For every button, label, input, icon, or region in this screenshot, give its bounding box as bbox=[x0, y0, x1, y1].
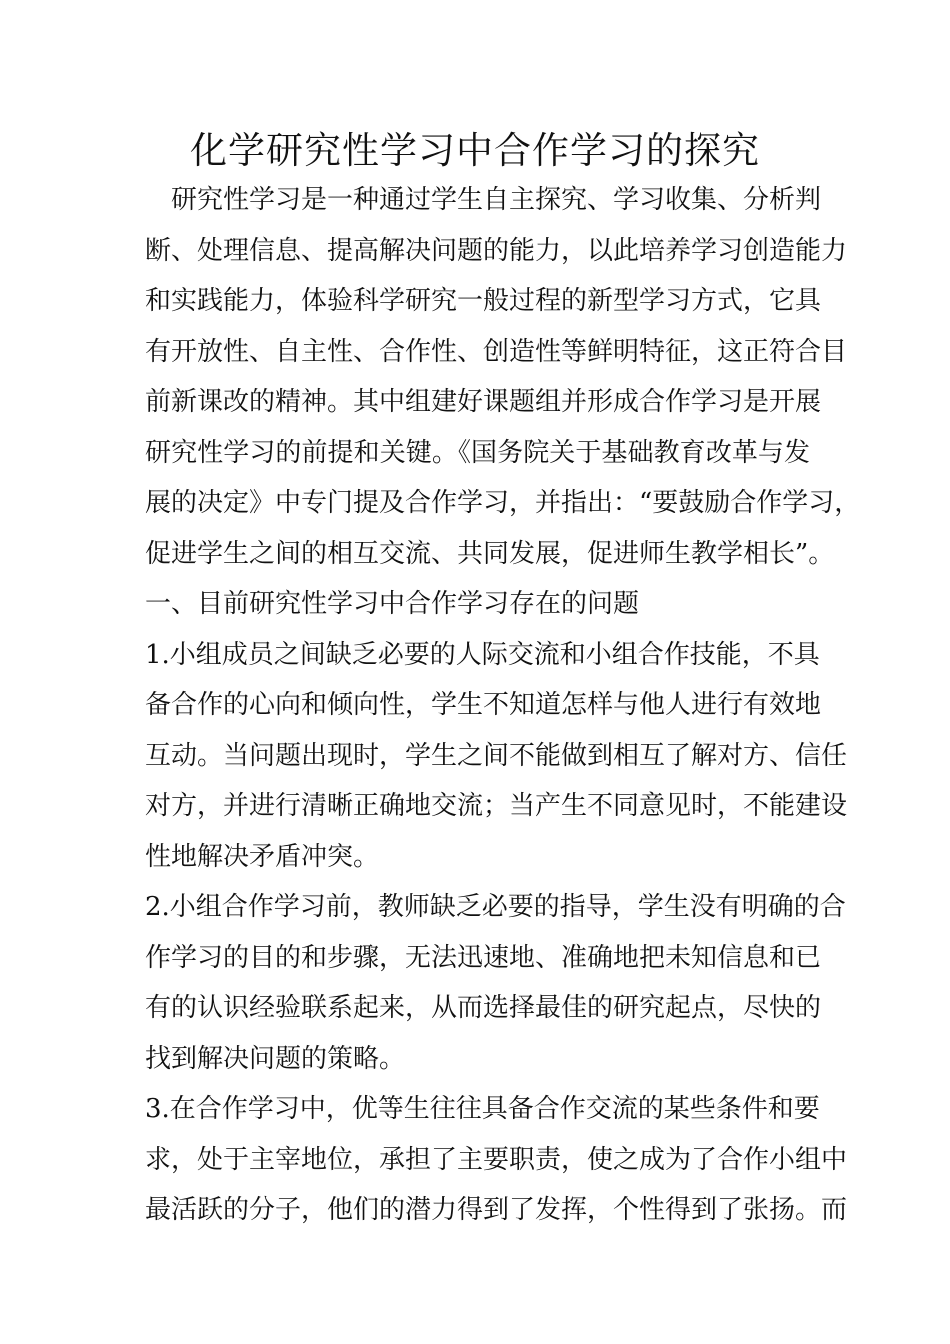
paragraph-line: 研究性学习的前提和关键。《国务院关于基础教育改革与发 bbox=[145, 437, 810, 468]
paragraph-line: 和实践能力，体验科学研究一般过程的新型学习方式，它具 bbox=[145, 286, 822, 316]
paragraph-line: 有的认识经验联系起来，从而选择最佳的研究起点，尽快的 bbox=[145, 993, 822, 1023]
paragraph-line: 促进学生之间的相互交流、共同发展，促进师生教学相长”。 bbox=[145, 538, 835, 569]
paragraph-line: 对方，并进行清晰正确地交流；当产生不同意见时，不能建设 bbox=[145, 791, 848, 821]
paragraph-line: 性地解决矛盾冲突。 bbox=[145, 841, 380, 872]
paragraph-line: 求，处于主宰地位，承担了主要职责，使之成为了合作小组中 bbox=[145, 1144, 848, 1175]
paragraph-line: 研究性学习是一种通过学生自主探究、学习收集、分析判 bbox=[171, 185, 822, 215]
paragraph-line: 备合作的心向和倾向性，学生不知道怎样与他人进行有效地 bbox=[145, 690, 822, 720]
paragraph-line: 最活跃的分子，他们的潜力得到了发挥，个性得到了张扬。而 bbox=[145, 1195, 848, 1225]
section-heading: 一、目前研究性学习中合作学习存在的问题 bbox=[145, 589, 640, 619]
paragraph-line: 有开放性、自主性、合作性、创造性等鲜明特征，这正符合目 bbox=[145, 336, 848, 367]
paragraph-line: 断、处理信息、提高解决问题的能力，以此培养学习创造能力 bbox=[145, 235, 848, 266]
document-body bbox=[145, 175, 861, 1236]
paragraph-line: 3.在合作学习中，优等生往往具备合作交流的某些条件和要 bbox=[145, 1094, 820, 1124]
paragraph-line: 前新课改的精神。其中组建好课题组并形成合作学习是开展 bbox=[145, 387, 822, 417]
paragraph-line: 互动。当问题出现时，学生之间不能做到相互了解对方、信任 bbox=[145, 740, 848, 771]
paragraph-line: 1.小组成员之间缺乏必要的人际交流和小组合作技能，不具 bbox=[145, 639, 820, 670]
paragraph-line: 展的决定》中专门提及合作学习，并指出：“要鼓励合作学习， bbox=[145, 488, 861, 518]
paragraph-line: 找到解决问题的策略。 bbox=[145, 1043, 406, 1074]
document-title: 化学研究性学习中合作学习的探究 bbox=[190, 129, 760, 172]
paragraph-line: 作学习的目的和步骤，无法迅速地、准确地把未知信息和已 bbox=[145, 942, 822, 973]
paragraph-line: 2.小组合作学习前，教师缺乏必要的指导，学生没有明确的合 bbox=[145, 892, 846, 922]
